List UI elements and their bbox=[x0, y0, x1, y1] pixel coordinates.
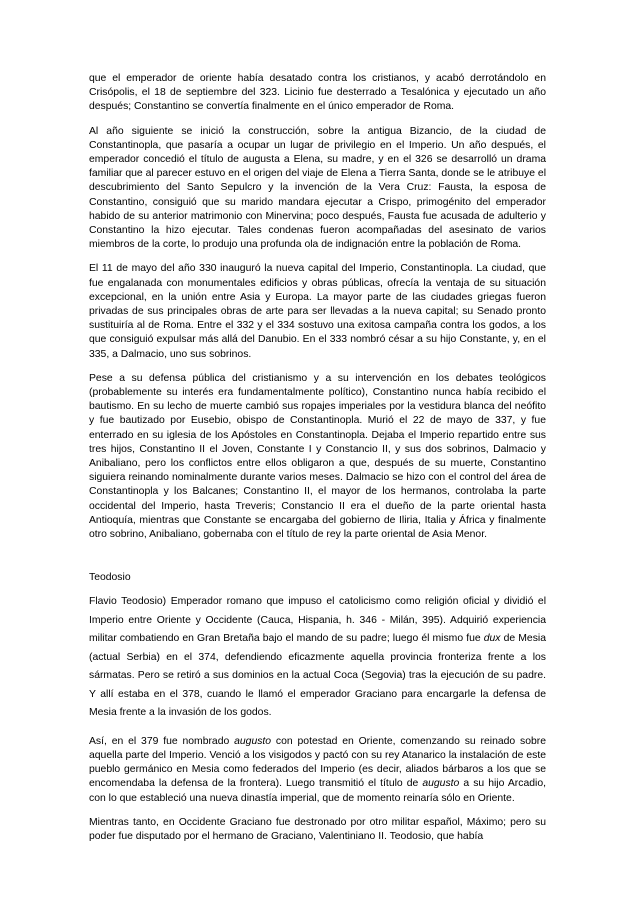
document-page bbox=[89, 72, 546, 844]
section-heading-teodosio: Teodosio bbox=[89, 572, 131, 584]
paragraph-teodosio-augusto: Así, en el 379 fue nombrado augusto con potestad en Oriente, comenzando su reinado sobre aquella parte del Imperio. Venció a los visigodos y pactó con su rey Atanarico la instalación de este pueblo germánico en Mesia como federados del Imperio (es decir, aliados bárbaros a los que se encomendaba la defensa de la frontera). Luego transmitió el título de augusto a su hijo Arcadio, con lo que estableció una nueva dinastía imperial, que de momento reinaría sólo en Oriente. bbox=[89, 735, 547, 804]
paragraph-licinio: que el emperador de oriente había desatado contra los cristianos, y acabó derrotándolo en Crisópolis, el 18 de septiembre del 323. Licinio fue desterrado a Tesalónica y ejecutado un año después; Constantino se convertía finalmente en el único emperador de Roma. bbox=[89, 73, 546, 113]
paragraph-teodosio-intro: Flavio Teodosio) Emperador romano que impuso el catolicismo como religión oficial y dividió el Imperio entre Oriente y Occidente (Cauca, Hispania, h. 346 - Milán, 395). Adquirió experiencia militar combatiendo en Gran Bretaña bajo el mando de su padre; luego él mismo fue dux de Mesia (actual Serbia) en el 374, defendiendo eficazmente aquella provincia fronteriza frente a los sármatas. Pero se retiró a sus dominios en la actual Coca (Segovia) tras la ejecución de su padre. Y allí estaba en el 378, cuando le llamó el emperador Graciano para encargarle la defensa de Mesia frente a la invasión de los godos. bbox=[89, 596, 546, 719]
paragraph-constantinopla-construccion: Al año siguiente se inició la construcción, sobre la antigua Bizancio, de la ciudad de Constantinopla, que pasaría a ocupar un lugar de privilegio en el Imperio. Un año después, el emperador concedió el título de augusta a Elena, su madre, y en el 326 se desarrolló un drama familiar que al parecer estuvo en el origen del viaje de Elena a Tierra Santa, donde se le atribuye el descubrimiento del Santo Sepulcro y la invención de la Vera Cruz: Fausta, la esposa de Constantino, consiguió que su marido mandara ejecutar a Crispo, primogénito del emperador habido de su anterior matrimonio con Minervina; poco después, Fausta fue acusada de adulterio y Constantino la hizo ejecutar. Tales condenas fueron acompañadas del asesinato de varios miembros de la corte, lo produjo una profunda ola de indignación entre la población de Roma. bbox=[89, 125, 546, 251]
paragraph-graciano-maximo: Mientras tanto, en Occidente Graciano fue destronado por otro militar español, Máximo; pero su poder fue disputado por el hermano de Graciano, Valentiniano II. Teodosio, que había bbox=[89, 816, 546, 843]
paragraph-inauguracion-capital: El 11 de mayo del año 330 inauguró la nueva capital del Imperio, Constantinopla. La ciudad, que fue engalanada con monumentales edificios y obras públicas, ofrecía la ventaja de su situación excepcional, en la unión entre Asia y Europa. La mayor parte de las ciudades griegas fueron privadas de sus principales obras de arte para ser llevadas a la nueva capital; su Senado pronto sustituiría al de Roma. Entre el 332 y el 334 sostuvo una exitosa campaña contra los godos, a los que consiguió expulsar más allá del Danubio. En el 333 nombró césar a su hijo Constante, y, en el 335, a Dalmacio, uno sus sobrinos. bbox=[89, 263, 546, 360]
paragraph-bautismo-muerte: Pese a su defensa pública del cristianismo y a su intervención en los debates teológicos (probablemente su interés era fundamentalmente político), Constantino nunca había recibido el bautismo. En su lecho de muerte cambió sus ropajes imperiales por la vestidura blanca del neófito y fue bautizado por Eusebio, obispo de Constantinopla. Murió el 22 de mayo de 337, y fue enterrado en su iglesia de los Apóstoles en Constantinopla. Dejaba el Imperio repartido entre sus tres hijos, Constantino II el Joven, Constante I y Constancio II, y sus dos sobrinos, Dalmacio y Anibaliano, pero los conflictos entre ellos obligaron a que, después de su muerte, Constantino siguiera reinando nominalmente durante varios meses. Dalmacio se hizo con el control del área de Constantinopla y los Balcanes; Constantino II, el mayor de los hermanos, controlaba la parte occidental del Imperio, hasta Treveris; Constancio II era el dueño de la parte oriental hasta Antioquía, mientras que Constante se encargaba del gobierno de Iliria, Italia y África y finalmente otro sobrino, Anibaliano, gobernaba con el título de rey la parte oriental de Asia Menor. bbox=[89, 372, 546, 541]
